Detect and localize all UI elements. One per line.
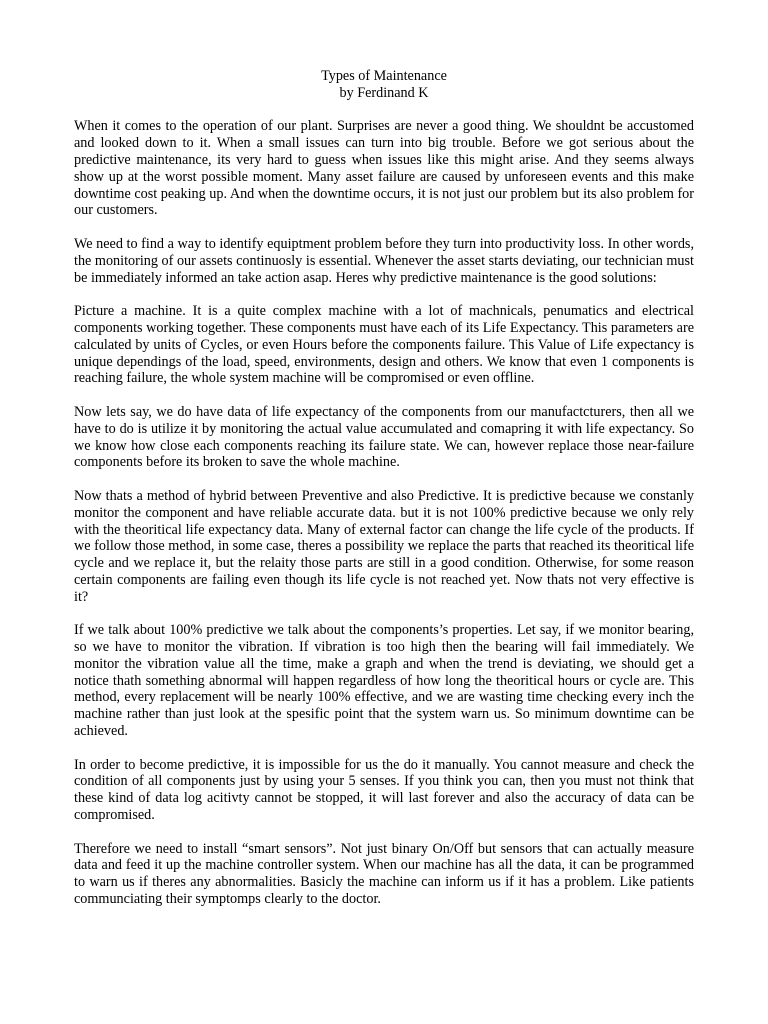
paragraph-5: Now thats a method of hybrid between Preventive and also Predictive. It is predictive because we constanly monitor the component and have reliable accurate data. but it is not 100% predictive because we only rely with the theoritical life expectancy data. Many of external factor can change the life cycle of the products. If we follow those method, in some case, theres a possibility we replace the parts that reached its theoritical life cycle and we replace it, but the relaity those parts are still in a good condition. Otherwise, for some reason certain components are failing even though its life cycle is not reached yet. Now thats not very effective is it? bbox=[74, 487, 694, 605]
paragraph-7: In order to become predictive, it is impossible for us the do it manually. You cannot measure and check the condition of all components just by using your 5 senses. If you think you can, then you must not think that these kind of data log acitivty cannot be stopped, it will last forever and also the accuracy of data can be compromised. bbox=[74, 756, 694, 824]
document-title: Types of Maintenance bbox=[321, 68, 447, 84]
document-byline: by Ferdinand K bbox=[339, 84, 429, 101]
paragraph-1: When it comes to the operation of our plant. Surprises are never a good thing. We shouldnt be accustomed and looked down to it. When a small issues can turn into big trouble. Before we got serious about the predictive maintenance, its very hard to guess when issues like this might arise. And they seems always show up at the worst possible moment. Many asset failure are caused by unforeseen events and this make downtime cost peaking up. And when the downtime occurs, it is not just our problem but its also problem for our customers. bbox=[74, 118, 694, 219]
paragraph-8: Therefore we need to install “smart sensors”. Not just binary On/Off but sensors that can actually measure data and feed it up the machine controller system. When our machine has all the data, it can be programmed to warn us if theres any abnormalities. Basicly the machine can inform us if it has a problem. Like patients communciating their symptomps clearly to the doctor. bbox=[74, 840, 694, 908]
paragraph-3: Picture a machine. It is a quite complex machine with a lot of machnicals, penumatics and electrical components working together. These components must have each of its Life Expectancy. This parameters are calculated by units of Cycles, or even Hours before the components failure. This Value of Life expectancy is unique dependings of the load, speed, environments, design and others. We know that even 1 components is reaching failure, the whole system machine will be compromised or even offline. bbox=[74, 303, 694, 387]
paragraph-6: If we talk about 100% predictive we talk about the components’s properties. Let say, if we monitor bearing, so we have to monitor the vibration. If vibration is too high then the bearing will fail immediately. We monitor the vibration value all the time, make a graph and when the trend is deviating, we should get a notice thath something abnormal will happen regardless of how long the theoritical hours or cycle are. This method, every replacement will be nearly 100% effective, and we are wasting time checking every inch the machine rather than just look at the spesific point that the system warn us. So minimum downtime can be achieved. bbox=[74, 622, 694, 740]
title-block bbox=[74, 68, 694, 102]
document-page bbox=[74, 68, 694, 925]
paragraph-4: Now lets say, we do have data of life expectancy of the components from our manufactcturers, then all we have to do is utilize it by monitoring the actual value accumulated and comapring it with life expectancy. So we know how close each components reaching its failure state. We can, however replace those near-failure components before its broken to save the whole machine. bbox=[74, 403, 694, 471]
paragraph-2: We need to find a way to identify equiptment problem before they turn into productivity loss. In other words, the monitoring of our assets continuosly is essential. Whenever the asset starts deviating, our technician must be immediately informed an take action asap. Heres why predictive maintenance is the good solutions: bbox=[74, 235, 694, 286]
